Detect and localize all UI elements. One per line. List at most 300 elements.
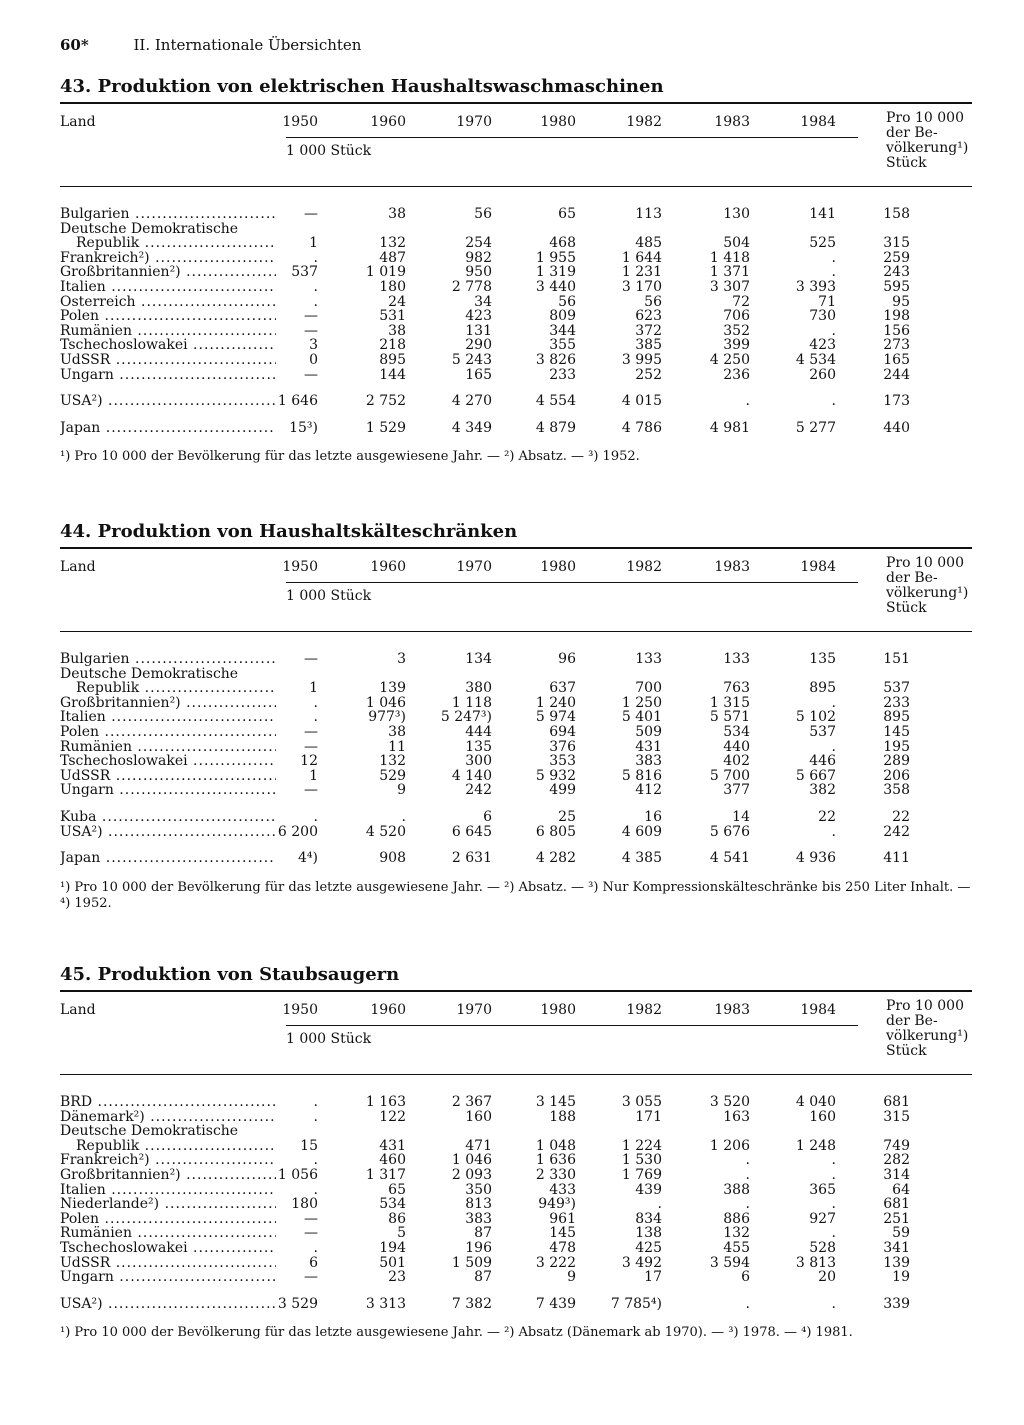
cell-value: 38 — [388, 723, 406, 740]
cell-value: — — [304, 1210, 318, 1227]
row-label: Ungarn ..... — [60, 783, 276, 798]
cell-value: 132 — [723, 1225, 750, 1242]
row-label: Großbritannien²) ..... — [60, 696, 276, 711]
per-capita-header-line: völkerung¹) — [886, 585, 969, 601]
cell-value: 2 752 — [365, 393, 406, 410]
table-row — [60, 696, 972, 711]
table-row — [60, 1110, 972, 1125]
cell-value: . — [831, 264, 836, 281]
row-label: Republik ..... — [60, 236, 276, 251]
cell-value: — — [304, 308, 318, 325]
row-label: Japan ..... — [60, 421, 276, 436]
cell-value: 531 — [379, 308, 406, 325]
cell-value: 5 700 — [709, 767, 750, 784]
cell-value: 440 — [883, 419, 910, 436]
per-capita-header-line: Pro 10 000 — [886, 110, 964, 126]
cell-value: 895 — [883, 709, 910, 726]
cell-value: 895 — [379, 351, 406, 368]
cell-value: 537 — [291, 264, 318, 281]
table-row — [60, 1297, 972, 1312]
page-header — [60, 36, 361, 54]
cell-value: 122 — [379, 1108, 406, 1125]
column-header-year: 1984 — [800, 559, 836, 575]
column-header-per-capita — [886, 556, 968, 616]
cell-value: 4 040 — [795, 1094, 836, 1110]
per-capita-header-line: der Be- — [886, 570, 938, 586]
row-label: Dänemark²) ..... — [60, 1110, 276, 1125]
row-label: Italien ..... — [60, 1183, 276, 1198]
row-label: Rumänien ..... — [60, 740, 276, 755]
cell-value: 4 541 — [709, 850, 750, 867]
cell-value: 3 222 — [535, 1254, 576, 1271]
cell-value: 1 240 — [535, 694, 576, 711]
cell-value: 344 — [549, 322, 576, 339]
cell-value: 525 — [809, 235, 836, 252]
cell-value: — — [304, 738, 318, 755]
cell-value: 537 — [883, 680, 910, 697]
row-label: Bulgarien ..... — [60, 652, 276, 667]
cell-value: . — [831, 249, 836, 266]
cell-value: . — [313, 293, 318, 310]
table-row — [60, 324, 972, 339]
cell-value: 251 — [883, 1210, 910, 1227]
cell-value: 5 401 — [621, 709, 662, 726]
cell-value: — — [304, 651, 318, 667]
cell-value: 383 — [465, 1210, 492, 1227]
row-label: Polen ..... — [60, 725, 276, 740]
cell-value: 314 — [883, 1166, 910, 1183]
cell-value: 809 — [549, 308, 576, 325]
cell-value: 145 — [549, 1225, 576, 1242]
column-header-year: 1970 — [456, 114, 492, 130]
unit-label: 1 000 Stück — [286, 143, 372, 159]
cell-value: 242 — [883, 823, 910, 840]
cell-value: 455 — [723, 1239, 750, 1256]
cell-value: 1 231 — [621, 264, 662, 281]
table-row — [60, 1241, 972, 1256]
table-row — [60, 1212, 972, 1227]
table-footnote: ¹) Pro 10 000 der Bevölkerung für das letzte ausgewiesene Jahr. — ²) Absatz. — ³) Nur Kompressionskälteschränke bis 250 Liter Inhalt. — ⁴) 1952. — [60, 879, 971, 911]
cell-value: 56 — [558, 293, 576, 310]
table-row — [60, 1270, 972, 1285]
table-title: 45. Produktion von Staubsaugern — [60, 964, 400, 985]
cell-value: 315 — [883, 1108, 910, 1125]
cell-value: 1 250 — [621, 694, 662, 711]
cell-value: 440 — [723, 738, 750, 755]
cell-value: 5 667 — [795, 767, 836, 784]
table-title: 44. Produktion von Haushaltskälteschränken — [60, 521, 518, 542]
cell-value: 388 — [723, 1181, 750, 1198]
cell-value: 236 — [723, 366, 750, 383]
column-header-year: 1980 — [540, 114, 576, 130]
per-capita-header-line: Stück — [886, 1043, 927, 1059]
cell-value: 113 — [635, 206, 662, 222]
cell-value: 485 — [635, 235, 662, 252]
cell-value: 12 — [300, 753, 318, 770]
per-capita-header-line: völkerung¹) — [886, 140, 969, 156]
cell-value: . — [831, 1196, 836, 1213]
cell-value: 423 — [809, 337, 836, 354]
cell-value: 1 046 — [451, 1152, 492, 1169]
cell-value: 5 102 — [795, 709, 836, 726]
table-row — [60, 851, 972, 866]
cell-value: 402 — [723, 753, 750, 770]
cell-value: 5 932 — [535, 767, 576, 784]
per-capita-header-line: Pro 10 000 — [886, 555, 964, 571]
table-row — [60, 309, 972, 324]
table-row — [60, 394, 972, 409]
cell-value: 315 — [883, 235, 910, 252]
cell-value: 23 — [388, 1269, 406, 1286]
cell-value: 700 — [635, 680, 662, 697]
cell-value: 139 — [379, 680, 406, 697]
cell-value: 478 — [549, 1239, 576, 1256]
table-title: 43. Produktion von elektrischen Haushaltswaschmaschinen — [60, 76, 664, 97]
cell-value: 376 — [549, 738, 576, 755]
cell-value: 133 — [723, 651, 750, 667]
table-row — [60, 280, 972, 295]
cell-value: 5 277 — [795, 419, 836, 436]
cell-value: 72 — [732, 293, 750, 310]
per-capita-header-line: der Be- — [886, 1013, 938, 1029]
cell-value: 528 — [809, 1239, 836, 1256]
cell-value: 289 — [883, 753, 910, 770]
row-label: Italien ..... — [60, 280, 276, 295]
column-header-year: 1982 — [626, 114, 662, 130]
cell-value: 3 440 — [535, 278, 576, 295]
table-row — [60, 681, 972, 696]
table-body — [60, 632, 972, 866]
column-header-year: 1950 — [282, 1002, 318, 1018]
cell-value: 431 — [635, 738, 662, 755]
cell-value: 3 — [397, 651, 406, 667]
cell-value: 950 — [465, 264, 492, 281]
cell-value: — — [304, 322, 318, 339]
cell-value: 188 — [549, 1108, 576, 1125]
cell-value: 501 — [379, 1254, 406, 1271]
cell-value: 65 — [388, 1181, 406, 1198]
cell-value: 341 — [883, 1239, 910, 1256]
cell-value: 444 — [465, 723, 492, 740]
cell-value: 982 — [465, 249, 492, 266]
row-label: Tschechoslowakei ..... — [60, 1241, 276, 1256]
cell-value: 135 — [465, 738, 492, 755]
cell-value: 468 — [549, 235, 576, 252]
cell-value: 425 — [635, 1239, 662, 1256]
cell-value: 961 — [549, 1210, 576, 1227]
cell-value: 139 — [883, 1254, 910, 1271]
row-label: Ungarn ..... — [60, 368, 276, 383]
row-label: Österreich ..... — [60, 295, 276, 310]
table-row — [60, 338, 972, 353]
cell-value: 399 — [723, 337, 750, 354]
chapter-title: II. Internationale Übersichten — [133, 36, 362, 54]
cell-value: 244 — [883, 366, 910, 383]
cell-value: . — [831, 694, 836, 711]
cell-value: 14 — [732, 808, 750, 825]
cell-value: 4 270 — [451, 393, 492, 410]
table-row — [60, 825, 972, 840]
cell-value: 160 — [809, 1108, 836, 1125]
cell-value: 206 — [883, 767, 910, 784]
table-43-section — [60, 76, 972, 465]
cell-value: 141 — [809, 206, 836, 222]
table-row — [60, 251, 972, 266]
cell-value: 499 — [549, 782, 576, 799]
cell-value: 1 163 — [365, 1094, 406, 1110]
cell-value: 595 — [883, 278, 910, 295]
table-row — [60, 1124, 972, 1139]
table-row — [60, 1226, 972, 1241]
cell-value: . — [831, 1166, 836, 1183]
cell-value: 3 492 — [621, 1254, 662, 1271]
cell-value: 471 — [465, 1137, 492, 1154]
cell-value: 1 371 — [709, 264, 750, 281]
cell-value: 2 093 — [451, 1166, 492, 1183]
cell-value: 1 — [309, 767, 318, 784]
cell-value: 20 — [818, 1269, 836, 1286]
cell-value: 134 — [465, 651, 492, 667]
cell-value: 4 554 — [535, 393, 576, 410]
cell-value: . — [831, 823, 836, 840]
cell-value: 7 382 — [451, 1295, 492, 1312]
row-label: Tschechoslowakei ..... — [60, 754, 276, 769]
cell-value: 15 — [300, 1137, 318, 1154]
cell-value: 3 313 — [365, 1295, 406, 1312]
table-header — [60, 992, 972, 1074]
cell-value: 487 — [379, 249, 406, 266]
table-row — [60, 368, 972, 383]
cell-value: . — [657, 1196, 662, 1213]
cell-value: 233 — [883, 694, 910, 711]
cell-value: 56 — [644, 293, 662, 310]
cell-value: 87 — [474, 1225, 492, 1242]
row-label: Republik ..... — [60, 681, 276, 696]
cell-value: . — [745, 1166, 750, 1183]
table-header — [60, 549, 972, 631]
row-label: Polen ..... — [60, 1212, 276, 1227]
cell-value: 385 — [635, 337, 662, 354]
cell-value: 195 — [883, 738, 910, 755]
column-header-year: 1970 — [456, 1002, 492, 1018]
cell-value: 529 — [379, 767, 406, 784]
cell-value: 339 — [883, 1295, 910, 1312]
cell-value: 433 — [549, 1181, 576, 1198]
cell-value: 1 248 — [795, 1137, 836, 1154]
column-header-per-capita — [886, 999, 968, 1059]
cell-value: — — [304, 206, 318, 222]
column-header-land: Land — [60, 114, 96, 130]
table-row — [60, 1153, 972, 1168]
cell-value: 1 769 — [621, 1166, 662, 1183]
unit-label: 1 000 Stück — [286, 1031, 372, 1047]
cell-value: 4 786 — [621, 419, 662, 436]
cell-value: 156 — [883, 322, 910, 339]
cell-value: 132 — [379, 235, 406, 252]
cell-value: 380 — [465, 680, 492, 697]
cell-value: . — [831, 1295, 836, 1312]
cell-value: . — [313, 1152, 318, 1169]
cell-value: 460 — [379, 1152, 406, 1169]
table-body — [60, 187, 972, 435]
table-row — [60, 222, 972, 237]
cell-value: 218 — [379, 337, 406, 354]
cell-value: 3 145 — [535, 1094, 576, 1110]
row-label: Deutsche Demokratische — [60, 666, 239, 682]
cell-value: 3 307 — [709, 278, 750, 295]
cell-value: . — [745, 1152, 750, 1169]
cell-value: 95 — [892, 293, 910, 310]
cell-value: 5 974 — [535, 709, 576, 726]
cell-value: 22 — [892, 808, 910, 825]
cell-value: 834 — [635, 1210, 662, 1227]
cell-value: 11 — [388, 738, 406, 755]
cell-value: 3 055 — [621, 1094, 662, 1110]
cell-value: 180 — [379, 278, 406, 295]
cell-value: 260 — [809, 366, 836, 383]
cell-value: 353 — [549, 753, 576, 770]
cell-value: . — [745, 1196, 750, 1213]
cell-value: 1 224 — [621, 1137, 662, 1154]
cell-value: 34 — [474, 293, 492, 310]
cell-value: 1 048 — [535, 1137, 576, 1154]
table-row — [60, 754, 972, 769]
cell-value: 56 — [474, 206, 492, 222]
cell-value: 694 — [549, 723, 576, 740]
cell-value: 132 — [379, 753, 406, 770]
table-row — [60, 353, 972, 368]
table-row — [60, 740, 972, 755]
cell-value: 3 520 — [709, 1094, 750, 1110]
table-footnote: ¹) Pro 10 000 der Bevölkerung für das letzte ausgewiesene Jahr. — ²) Absatz (Dänemark ab 1970). — ³) 1978. — ⁴) 1981. — [60, 1325, 853, 1341]
cell-value: 382 — [809, 782, 836, 799]
table-row — [60, 783, 972, 798]
cell-value: 171 — [635, 1108, 662, 1125]
cell-value: 71 — [818, 293, 836, 310]
cell-value: 352 — [723, 322, 750, 339]
column-header-year: 1982 — [626, 1002, 662, 1018]
cell-value: 6 645 — [451, 823, 492, 840]
cell-value: 5 816 — [621, 767, 662, 784]
cell-value: 4 520 — [365, 823, 406, 840]
cell-value: — — [304, 782, 318, 799]
cell-value: 64 — [892, 1181, 910, 1198]
cell-value: 5 — [397, 1225, 406, 1242]
cell-value: 439 — [635, 1181, 662, 1198]
column-header-year: 1983 — [714, 1002, 750, 1018]
row-label: USA²) ..... — [60, 394, 276, 409]
cell-value: 17 — [644, 1269, 662, 1286]
cell-value: — — [304, 366, 318, 383]
cell-value: . — [831, 1152, 836, 1169]
cell-value: 86 — [388, 1210, 406, 1227]
cell-value: — — [304, 1269, 318, 1286]
unit-rule — [286, 137, 858, 138]
cell-value: 131 — [465, 322, 492, 339]
cell-value: 372 — [635, 322, 662, 339]
column-header-year: 1984 — [800, 1002, 836, 1018]
cell-value: 1 644 — [621, 249, 662, 266]
cell-value: 1 509 — [451, 1254, 492, 1271]
cell-value: 6 200 — [277, 823, 318, 840]
cell-value: 5 676 — [709, 823, 750, 840]
column-header-year: 1950 — [282, 559, 318, 575]
cell-value: 1 530 — [621, 1152, 662, 1169]
cell-value: 4⁴) — [298, 850, 318, 867]
cell-value: 4 015 — [621, 393, 662, 410]
column-header-year: 1984 — [800, 114, 836, 130]
table-row — [60, 652, 972, 667]
row-label: UdSSR ..... — [60, 353, 276, 368]
cell-value: 2 778 — [451, 278, 492, 295]
column-header-per-capita — [886, 111, 968, 171]
cell-value: 1 636 — [535, 1152, 576, 1169]
table-row — [60, 207, 972, 222]
cell-value: 9 — [567, 1269, 576, 1286]
row-label: Deutsche Demokratische — [60, 221, 239, 237]
cell-value: — — [304, 1225, 318, 1242]
table-row — [60, 236, 972, 251]
table-row — [60, 265, 972, 280]
column-header-year: 1950 — [282, 114, 318, 130]
table-row — [60, 1095, 972, 1110]
row-label: Italien ..... — [60, 710, 276, 725]
table-row — [60, 810, 972, 825]
table-row — [60, 1139, 972, 1154]
cell-value: 180 — [291, 1196, 318, 1213]
row-label: Rumänien ..... — [60, 324, 276, 339]
unit-rule — [286, 582, 858, 583]
table-row — [60, 769, 972, 784]
cell-value: 504 — [723, 235, 750, 252]
cell-value: 763 — [723, 680, 750, 697]
column-header-year: 1983 — [714, 559, 750, 575]
cell-value: 3 529 — [277, 1295, 318, 1312]
cell-value: 135 — [809, 651, 836, 667]
cell-value: 1 206 — [709, 1137, 750, 1154]
cell-value: . — [313, 694, 318, 711]
cell-value: 138 — [635, 1225, 662, 1242]
column-header-year: 1983 — [714, 114, 750, 130]
cell-value: 350 — [465, 1181, 492, 1198]
cell-value: 927 — [809, 1210, 836, 1227]
cell-value: 637 — [549, 680, 576, 697]
cell-value: 243 — [883, 264, 910, 281]
cell-value: 4 609 — [621, 823, 662, 840]
row-label: USA²) ..... — [60, 1297, 276, 1312]
cell-value: 38 — [388, 322, 406, 339]
cell-value: . — [313, 249, 318, 266]
row-label: Frankreich²) ..... — [60, 251, 276, 266]
table-45-section — [60, 964, 972, 1341]
cell-value: . — [313, 1239, 318, 1256]
cell-value: 730 — [809, 308, 836, 325]
cell-value: 22 — [818, 808, 836, 825]
cell-value: 4 140 — [451, 767, 492, 784]
cell-value: 7 785⁴) — [610, 1295, 662, 1312]
column-header-year: 1980 — [540, 559, 576, 575]
cell-value: 87 — [474, 1269, 492, 1286]
cell-value: 3 813 — [795, 1254, 836, 1271]
cell-value: 38 — [388, 206, 406, 222]
table-row — [60, 421, 972, 436]
column-header-year: 1960 — [370, 559, 406, 575]
row-label: Tschechoslowakei ..... — [60, 338, 276, 353]
cell-value: 681 — [883, 1094, 910, 1110]
cell-value: 4 981 — [709, 419, 750, 436]
cell-value: . — [831, 1225, 836, 1242]
cell-value: 446 — [809, 753, 836, 770]
